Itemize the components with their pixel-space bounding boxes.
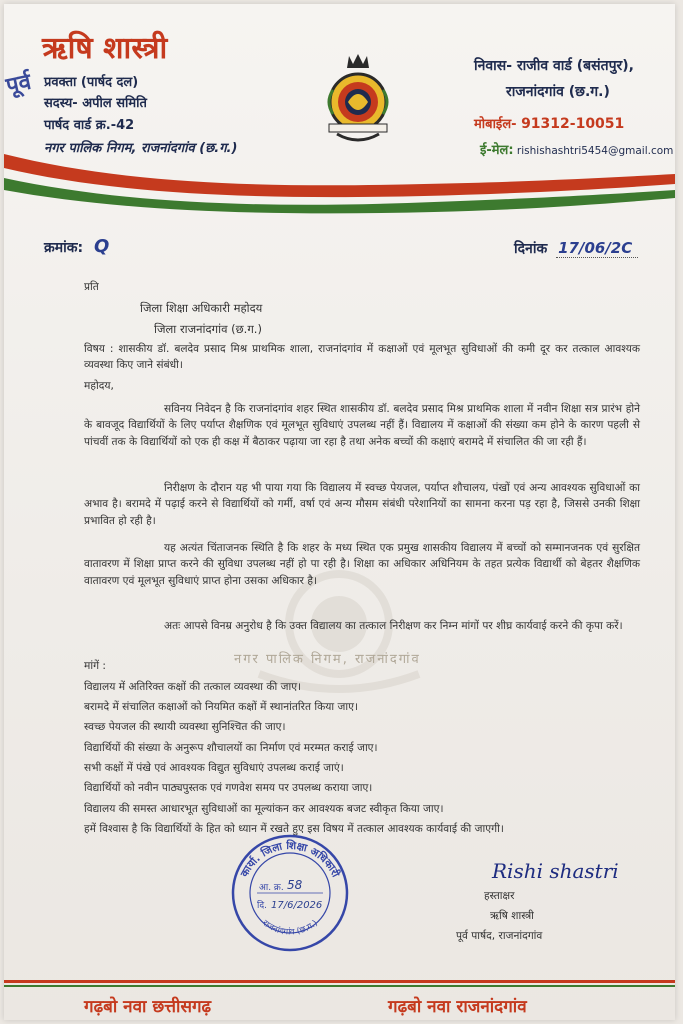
mobile-label: मोबाईल- [474,117,517,132]
stamp-date: 17/6/2026 [271,900,323,911]
stamp-inward-no: 58 [287,878,303,892]
addressee-line1: जिला शिक्षा अधिकारी महोदय [140,301,263,315]
svg-text:राजनांदगांव (छ.ग.) [260,918,320,937]
demand-item-7: विद्यालय की समस्त आधारभूत सुविधाओं का मूल्यांकन कर आवश्यक बजट स्वीकृत किया जाए। [84,803,444,815]
paragraph-2: निरीक्षण के दौरान यह भी पाया गया कि विद्यालय में स्वच्छ पेयजल, पर्याप्त शौचालय, पंखों एवं अन्य आवश्यक सुविधाओं का अभाव है। बरामदे में पढ़ाई करने से विद्यार्थियों को गर्मी, वर्षा एवं अन्य मौसम संबंधी परेशानियों का सामना करना पड़ रहा है, जिससे उनकी शिक्षा प्रभावित हो रही है। [84,482,640,527]
footer-rule-green [4,985,675,987]
date-label: दिनांक [514,241,548,257]
footer-rule-saffron [4,980,675,983]
signer-title: पूर्व पार्षद, राजनांदगांव [456,930,543,942]
watermark-text: नगर पालिक निगम, राजनांदगांव [234,652,421,667]
email-label: ई-मेल: [480,143,514,158]
closing-line: हमें विश्वास है कि विद्यार्थियों के हित को ध्यान में रखते हुए इस विषय में तत्काल आवश्यक कार्यवाई की जाएगी। [84,823,504,835]
demand-item-2: बरामदे में संचालित कक्षाओं को नियमित कक्षों में स्थानांतरित किया जाए। [84,701,359,713]
demands-title: मांगें : [84,660,106,672]
demand-item-3: स्वच्छ पेयजल की स्थायी व्यवस्था सुनिश्चित की जाए। [84,721,286,733]
footer-slogan-left: गढ़बो नवा छत्तीसगढ़ [84,997,212,1017]
demand-item-1: विद्यालय में अतिरिक्त कक्षों की तत्काल व्यवस्था की जाए। [84,681,302,693]
footer-slogan-right: गढ़बो नवा राजनांदगांव [388,997,527,1017]
demand-item-6: विद्यार्थियों को नवीन पाठ्यपुस्तक एवं गणवेश समय पर उपलब्ध कराया जाए। [84,782,373,794]
demand-item-4: विद्यार्थियों की संख्या के अनुरूप शौचालयों का निर्माण एवं मरम्मत कराई जाए। [84,742,378,754]
signature-label: हस्ताक्षर [484,890,515,902]
sender-name: ऋषि शास्त्री [42,31,168,66]
demand-item-5: सभी कक्षों में पंखे एवं आवश्यक विद्युत सुविधाएं उपलब्ध कराई जाएं। [84,762,344,774]
svg-text:Rishi shastri: Rishi shastri [492,859,619,883]
reference-row [44,236,109,257]
prati: प्रति [84,281,99,293]
sender-municipality: नगर पालिक निगम, राजनांदगांव (छ.ग.) [44,141,238,156]
sender-member: सदस्य- अपील समिति [44,96,147,111]
date-row [514,239,638,258]
stamp-place: राजनांदगांव (छ.ग.) [260,918,320,938]
addressee-line2: जिला राजनांदगांव (छ.ग.) [154,322,262,336]
sender-role: प्रवक्ता (पार्षद दल) [44,75,139,90]
handwritten-side-mark: पूर्व [4,69,34,100]
residence-line1: निवास- राजीव वार्ड (बसंतपुर), [474,58,634,74]
paragraph-1: सविनय निवेदन है कि राजनांदगांव शहर स्थित शासकीय डॉ. बलदेव प्रसाद मिश्र प्राथमिक शाला में नवीन शिक्षा सत्र प्रारंभ होने के बावजूद विद्यार्थियों के लिए पर्याप्त शैक्षणिक एवं मूलभूत सुविधाएं उपलब्ध नहीं हैं। विद्यालय में कक्षाओं की संख्या कम होने के कारण पहली से पांचवीं तक के विद्यार्थियों को एक ही कक्ष में बैठाकर पढ़ाया जा रहा है तथा अनेक बच्चों की कक्षाएं बरामदे में संचालित की जा रही हैं। [84,403,640,448]
letterhead-page [4,4,675,1020]
mobile-value: 91312-10051 [521,116,625,132]
signature [488,850,628,890]
paragraph-4: अतः आपसे विनम्र अनुरोध है कि उक्त विद्यालय का तत्काल निरीक्षण कर निम्न मांगों पर शीघ्र कार्यवाई करने की कृपा करें। [164,620,623,632]
mobile-row [474,114,624,132]
salutation: महोदय, [84,380,114,392]
reference-label: क्रमांक: [44,240,84,256]
municipal-emblem-icon [319,50,397,150]
stamp-office: कार्या. जिला शिक्षा अधिकारी [238,839,342,880]
sender-ward: पार्षद वार्ड क्र.-42 [44,118,135,133]
email-value: rishishashtri5454@gmail.com [516,145,674,157]
residence-line2: राजनांदगांव (छ.ग.) [506,84,610,100]
office-stamp [229,832,351,954]
reference-value: Q [93,236,110,257]
paragraph-3: यह अत्यंत चिंताजनक स्थिति है कि शहर के मध्य स्थित एक प्रमुख शासकीय विद्यालय में बच्चों को सम्मानजनक एवं सुरक्षित वातावरण में शिक्षा प्राप्त करने की सुविधा उपलब्ध नहीं हो पा रही है। शिक्षा का अधिकार अधिनियम के तहत प्रत्येक विद्यार्थी को बेहतर शैक्षणिक वातावरण एवं मूलभूत सुविधाएं प्राप्त होना उसका अधिकार है। [84,542,640,587]
subject: विषय : शासकीय डॉ. बलदेव प्रसाद मिश्र प्राथमिक शाला, राजनांदगांव में कक्षाओं एवं मूलभूत सुविधाओं की कमी दूर कर तत्काल आवश्यक व्यवस्था किए जाने संबंधी। [84,343,640,372]
date-value: 17/06/2C [556,239,638,258]
svg-text:कार्या. जिला शिक्षा अधिकारी [238,839,343,880]
signer-name: ऋषि शास्त्री [490,910,534,922]
tricolour-swoosh [4,154,675,224]
stamp-inward-label: आ. क्र. [259,883,284,893]
stamp-date-label: दि. [257,901,267,911]
